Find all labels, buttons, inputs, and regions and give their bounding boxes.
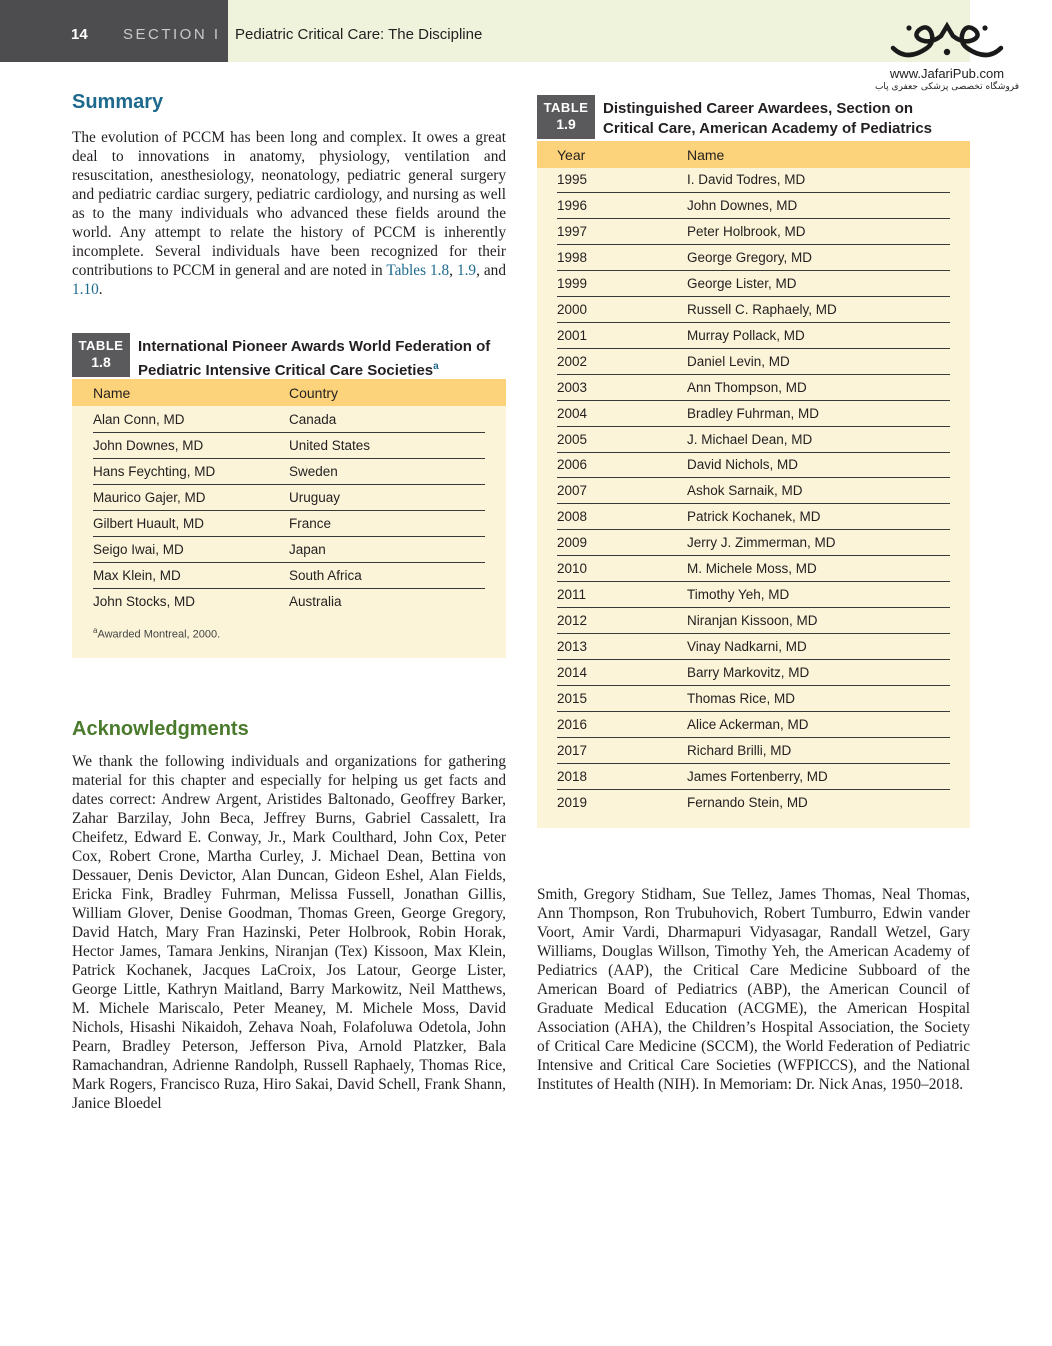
table-row: [557, 712, 950, 738]
cell-year: 1998: [557, 249, 588, 265]
section-label: SECTION I: [123, 26, 221, 43]
table-row: [557, 219, 950, 245]
cell-name: Alan Conn, MD: [93, 412, 185, 427]
footnote-text: Awarded Montreal, 2000.: [97, 628, 221, 641]
table-row: [557, 764, 950, 790]
acknowledgments-text-left: We thank the following individuals and organizations for gathering material for this chapter and especially for helping us get facts and dates correct: Andrew Argent, Aristides Baltonado, Geoffrey Barker, Zahar Barzilay, John Beca, Jeffrey Burns, Gabriel Cassalett, Ira Cheifetz, Edward E. Conway, Jr., Mark Coulthard, John Cox, Peter Cox, Robert Crone, Martha Curley, J. Michael Dean, Bettina von Dessauer, Denis Devictor, Alan Duncan, Gideon Eshel, Alan Fields, Ericka Fink, Bradley Fuhrman, Melissa Fussell, Jonathan Gillis, William Glover, Denise Goodman, Thomas Green, George Gregory, David Hatch, Mary Fran Hazinski, Peter Holbrook, Robin Horak, Hector James, Tamara Jenkins, Niranjan (Tex) Kissoon, Max Klein, Patrick Kochanek, Jacques LaCroix, Jos Latour, George Lister, George Little, Kathryn Maitland, Barry Markowitz, Neil Matthews, M. Michele Mariscalo, Peter Meaney, M. Michele Moss, David Nichols, Hisashi Nikaidoh, Zehava Noah, Folafoluwa Odetola, John Pearn, Bradley Peterson, Jefferson Piva, Arnold Platzker, Bala Ramachandran, Adrienne Randolph, Russell Raphaely, Thomas Rice, Mark Rogers, Francisco Ruza, Hiro Sakai, David Schell, Frank Shann, Janice Bloedel: [72, 753, 506, 1112]
cell-name: Jerry J. Zimmerman, MD: [687, 535, 836, 551]
table-header-row: [72, 379, 506, 406]
cell-name: Vinay Nadkarni, MD: [687, 639, 807, 655]
cell-year: 2002: [557, 353, 588, 369]
table-row: [557, 271, 950, 297]
table-title: [603, 99, 963, 139]
cell-year: 2015: [557, 691, 588, 706]
table-1-9: [537, 95, 970, 828]
table-row: [557, 556, 950, 582]
cell-name: John Downes, MD: [687, 197, 798, 213]
cell-name: Russell C. Raphaely, MD: [687, 301, 837, 317]
header-section-band: [0, 0, 228, 62]
cell-year: 2006: [557, 457, 588, 473]
cell-country: United States: [289, 438, 371, 453]
table-row: [557, 452, 950, 478]
column-header-country: Country: [289, 385, 339, 401]
watermark-url: www.JafariPub.com: [889, 66, 1005, 81]
cell-name: Gilbert Huault, MD: [93, 516, 205, 531]
table-row: [557, 478, 950, 504]
table-tag: [72, 333, 130, 377]
cell-country: Australia: [289, 594, 342, 609]
cell-country: Japan: [289, 542, 326, 557]
table-header-row: [537, 141, 970, 168]
table-row: [557, 193, 950, 219]
cell-year: 2005: [557, 431, 588, 447]
table-row: [557, 660, 950, 686]
cell-year: 1999: [557, 275, 588, 291]
cell-country: South Africa: [289, 568, 362, 583]
cell-name: Max Klein, MD: [93, 568, 181, 583]
cell-year: 2001: [557, 327, 588, 343]
cell-name: John Downes, MD: [93, 438, 204, 453]
footnote-mark: a: [93, 626, 98, 635]
column-header-name: Name: [687, 147, 725, 163]
table-row: [93, 589, 485, 615]
summary-heading: Summary: [72, 91, 164, 113]
table-link-1-9[interactable]: 1.9: [456, 262, 477, 279]
acknowledgments-text-right: Smith, Gregory Stidham, Sue Tellez, James Thomas, Neal Thomas, Ann Thompson, Ron Trubuhovich, Robert Tumburro, Edwin vander Voort, Amir Vardi, Dharmapuri Vidyasagar, Randall Wetzel, Gary Williams, Douglas Willson, Timothy Yeh, the American Academy of Pediatrics (AAP), the Critical Care Medicine Subboard of the American Board of Pediatrics (ABP), the American Council of Graduate Medical Education (ACGME), the American Hospital Association (AHA), the Children’s Hospital Association, the Society of Critical Care Medicine (SCCM), the World Federation of Pediatric Intensive and Critical Care Societies (WFPICCS), and the National Institutes of Health (NIH). In Memoriam: Dr. Nick Anas, 1950–2018.: [537, 886, 970, 1093]
summary-text: The evolution of PCCM has been long and complex. It owes a great deal to innovations in anatomy, physiology, ventilation and resuscitation, anesthesiology, neonatology, pediatric general surgery and pediatric cardiac surgery, pediatric cardiology, and nursing as well as to the many individuals who advanced these fields around the world. Any attempt to relate the history of PCCM is inherently incomplete. Several individuals have been recognized for their contributions to PCCM in general and are noted in: [72, 129, 506, 279]
cell-name: James Fortenberry, MD: [687, 768, 828, 784]
table-row: [557, 297, 950, 323]
publisher-logo-icon: [887, 18, 1007, 64]
table-tag-number: 1.9: [556, 116, 576, 132]
table-row: [557, 167, 950, 193]
cell-country: Sweden: [289, 464, 338, 479]
cell-name: Barry Markovitz, MD: [687, 665, 810, 681]
summary-paragraph: [72, 128, 506, 299]
table-tag-label: TABLE: [78, 338, 124, 353]
cell-year: 1995: [557, 172, 588, 187]
cell-year: 2011: [557, 587, 587, 603]
watermark-tagline: فروشگاه تخصصی پزشکی جعفری پاب: [874, 82, 1020, 92]
table-footnote: [93, 626, 220, 641]
table-title-line-2: Critical Care, American Academy of Pediatrics: [603, 120, 933, 137]
cell-name: John Stocks, MD: [93, 594, 196, 609]
cell-name: Fernando Stein, MD: [687, 794, 808, 810]
cell-year: 2007: [557, 483, 588, 499]
cell-name: Seigo Iwai, MD: [93, 542, 184, 557]
cell-year: 2016: [557, 716, 588, 732]
cell-name: Patrick Kochanek, MD: [687, 509, 821, 525]
table-row: [557, 582, 950, 608]
cell-name: Bradley Fuhrman, MD: [687, 405, 820, 421]
cell-name: Maurico Gajer, MD: [93, 490, 206, 505]
cell-year: 2019: [557, 794, 588, 810]
table-row: [557, 686, 950, 712]
cell-country: Canada: [289, 412, 337, 427]
column-header-year: Year: [557, 147, 586, 163]
cell-name: George Lister, MD: [687, 275, 797, 291]
table-tag: [537, 95, 595, 139]
table-row: [557, 634, 950, 660]
cell-year: 2000: [557, 301, 588, 317]
table-1-8: [72, 333, 506, 658]
table-row: [557, 608, 950, 634]
cell-name: I. David Todres, MD: [687, 172, 806, 187]
cell-year: 2010: [557, 561, 588, 577]
cell-year: 1996: [557, 197, 588, 213]
cell-name: David Nichols, MD: [687, 457, 799, 473]
header-chapter-band: [228, 0, 970, 62]
table-row: [93, 537, 485, 563]
summary-sep: ,: [449, 262, 457, 279]
table-row: [557, 790, 950, 816]
cell-name: M. Michele Moss, MD: [687, 561, 817, 577]
table-row: [557, 245, 950, 271]
cell-name: Murray Pollack, MD: [687, 327, 805, 343]
cell-country: Uruguay: [289, 490, 341, 505]
table-row: [93, 485, 485, 511]
table-tag-number: 1.8: [91, 354, 111, 370]
cell-name: Daniel Levin, MD: [687, 353, 790, 369]
table-row: [557, 530, 950, 556]
summary-sep: , and: [476, 262, 506, 279]
cell-year: 2008: [557, 509, 588, 525]
table-row: [93, 459, 485, 485]
acknowledgments-heading: Acknowledgments: [72, 718, 249, 740]
cell-year: 2014: [557, 665, 588, 681]
chapter-title: Pediatric Critical Care: The Discipline: [235, 26, 483, 43]
table-tag-label: TABLE: [543, 100, 589, 115]
cell-year: 1997: [557, 223, 588, 239]
cell-year: 2012: [557, 613, 588, 629]
table-link-1-8[interactable]: Tables 1.8: [386, 262, 450, 279]
cell-country: France: [289, 516, 332, 531]
table-row: [557, 349, 950, 375]
cell-name: J. Michael Dean, MD: [687, 431, 813, 447]
cell-name: Peter Holbrook, MD: [687, 223, 806, 239]
cell-year: 2004: [557, 405, 588, 421]
table-row: [93, 563, 485, 589]
cell-name: Hans Feychting, MD: [93, 464, 216, 479]
cell-year: 2003: [557, 379, 588, 395]
cell-name: George Gregory, MD: [687, 249, 813, 265]
cell-name: Niranjan Kissoon, MD: [687, 613, 818, 629]
table-title-text: International Pioneer Awards World Federation of Pediatric Intensive Critical Care Societies: [138, 338, 491, 379]
table-row: [557, 504, 950, 530]
table-row: [557, 427, 950, 453]
cell-year: 2009: [557, 535, 588, 551]
table-title-line-1: Distinguished Career Awardees, Section on: [603, 100, 914, 117]
table-link-1-10[interactable]: 1.10: [72, 281, 99, 298]
cell-name: Alice Ackerman, MD: [687, 716, 809, 732]
summary-end: .: [98, 281, 103, 298]
cell-name: Richard Brilli, MD: [687, 742, 792, 758]
table-row: [557, 401, 950, 427]
table-row: [93, 407, 485, 433]
column-header-name: Name: [93, 385, 131, 401]
table-row: [557, 323, 950, 349]
cell-year: 2013: [557, 639, 588, 655]
table-title-footnote-mark: a: [433, 361, 439, 372]
page-number: 14: [71, 26, 88, 43]
table-row: [93, 511, 485, 537]
cell-year: 2018: [557, 768, 588, 784]
table-row: [557, 375, 950, 401]
cell-name: Ashok Sarnaik, MD: [687, 483, 803, 499]
table-row: [557, 738, 950, 764]
cell-name: Thomas Rice, MD: [687, 691, 796, 706]
table-title: [138, 337, 504, 381]
cell-name: Ann Thompson, MD: [687, 379, 807, 395]
cell-name: Timothy Yeh, MD: [687, 587, 790, 603]
cell-year: 2017: [557, 742, 588, 758]
table-row: [93, 433, 485, 459]
